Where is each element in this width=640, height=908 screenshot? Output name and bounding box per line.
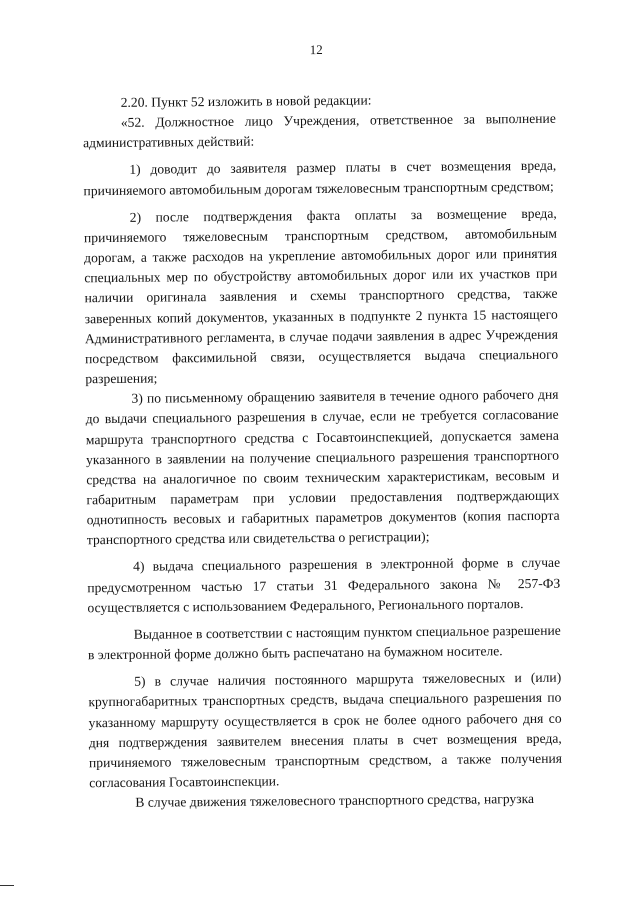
paragraph-2-20: 2.20. Пункт 52 изложить в новой редакции: xyxy=(120,92,372,110)
paragraph-item-1: 1) доводит до заявителя размер платы в счет возмещения вреда, причиняемого автомобильным дорогам тяжеловесным транспортным средством; xyxy=(83,158,557,198)
paragraph-heavy-vehicle: В случае движения тяжеловесного транспортного средства, нагрузка xyxy=(135,791,535,810)
paragraph-item-4: 4) выдача специального разрешения в электронной форме в случае предусмотренном частью 17 статьи 31 Федерального закона № 257-ФЗ осуществляется с использованием Федерального, Регионального порталов. xyxy=(87,555,561,615)
page-number: 12 xyxy=(309,41,323,58)
paragraph-52-intro: «52. Должностное лицо Учреждения, ответственное за выполнение административных действий: xyxy=(82,110,556,151)
paragraph-electronic-form: Выданное в соответствии с настоящим пунктом специальное разрешение в электронной форме должно быть распечатано на бумажном носителе. xyxy=(87,622,561,663)
document-body xyxy=(83,89,563,814)
paragraph-item-3: 3) по письменному обращению заявителя в течение одного рабочего дня до выдачи специального разрешения в случае, если не требуется согласование маршрута транспортного средства с Госавтоинспекцией, допускается замена указанного в заявлении на получение специального разрешения транспортного средства на аналогичное по своим техническим характеристикам, весовым и габаритным параметрам при условии предоставления подтверждающих однотипность весовых и габаритных параметров документов (копия паспорта транспортного средства или свидетельства о регистрации); xyxy=(85,386,560,548)
paragraph-item-2: 2) после подтверждения факта оплаты за возмещение вреда, причиняемого тяжеловесным транспортным средством, автомобильным дорогам, а также расходов на укрепление автомобильных дорог или принятия специальных мер по обустройству автомобильных дорог или их участков при наличии оригинала заявления и схемы транспортного средства, также заверенных копий документов, указанных в подпункте 2 пункта 15 настоящего Административного регламента, в случае подачи заявления в адрес Учреждения посредством факсимильной связи, осуществляется выдача специального разрешения; xyxy=(83,205,559,387)
paragraph-item-5: 5) в случае наличия постоянного маршрута тяжеловесных и (или) крупногабаритных транспортных средств, выдача специального разрешения по указанному маршруту осуществляется в срок не более одного рабочего дня со дня подтверждения заявителем внесения платы в счет возмещения вреда, причиняемого тяжеловесным транспортным средством, а также получения согласования Госавтоинспекции. xyxy=(88,669,563,791)
margin-mark xyxy=(0,885,14,886)
